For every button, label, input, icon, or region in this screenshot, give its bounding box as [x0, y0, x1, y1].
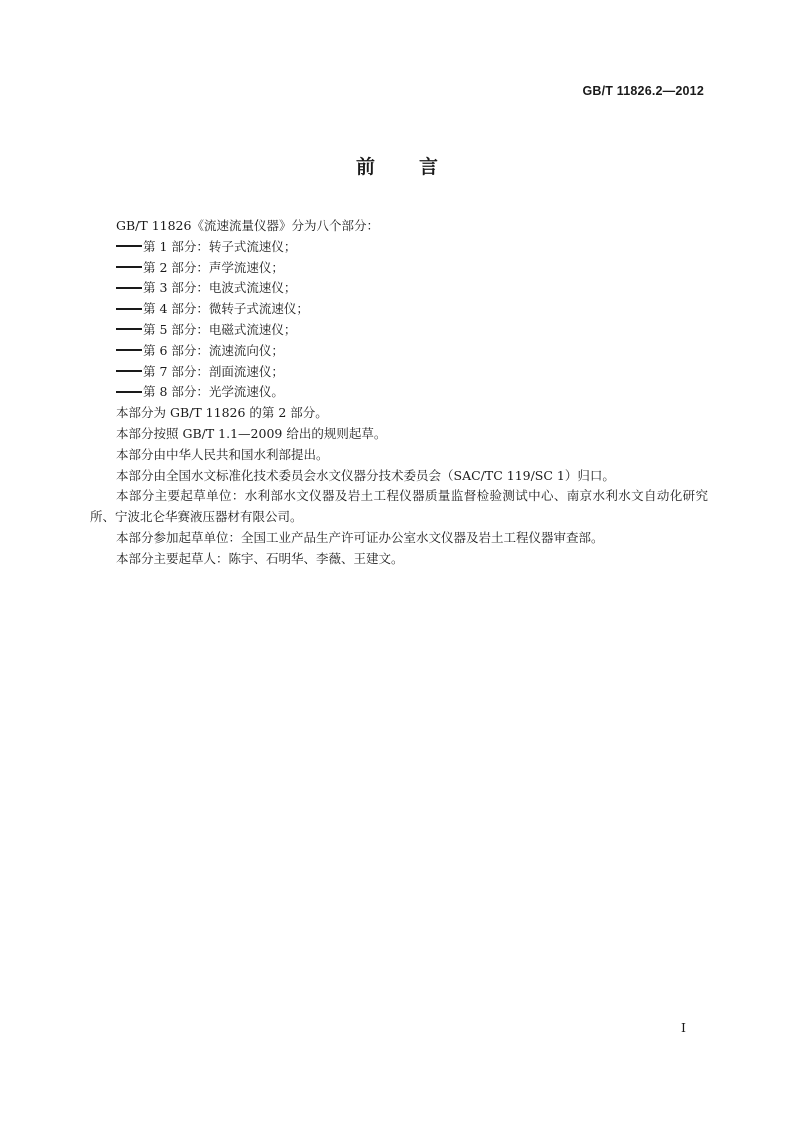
dash-marker: [116, 370, 142, 372]
parts-list: [90, 237, 708, 403]
page-title: 前言: [355, 156, 482, 178]
list-item: 第 8 部分：光学流速仪。: [90, 382, 708, 403]
paragraph-main-drafters: 本部分主要起草人：陈宇、石明华、李薇、王建文。: [116, 550, 404, 566]
paragraph-responsible-committee: 本部分由全国水文标准化技术委员会水文仪器分技术委员会（SAC/TC 119/SC 1）归口。: [116, 467, 615, 483]
intro-paragraph: GB/T 11826《流速流量仪器》分为八个部分：: [116, 218, 379, 233]
list-item: 第 3 部分：电波式流速仪；: [90, 278, 708, 299]
page-number: I: [681, 1020, 686, 1035]
paragraph-participating-units: 本部分参加起草单位：全国工业产品生产许可证办公室水文仪器及岩土工程仪器审查部。: [116, 529, 604, 545]
list-item: 第 2 部分：声学流速仪；: [90, 258, 708, 279]
paragraph-proposer: 本部分由中华人民共和国水利部提出。: [116, 446, 329, 462]
paragraph-main-drafting-units: 本部分主要起草单位：水利部水文仪器及岩土工程仪器质量监督检验测试中心、南京水利水文自动化研究所、宁波北仑华赛液压器材有限公司。: [90, 488, 708, 525]
dash-marker: [116, 391, 142, 393]
dash-marker: [116, 328, 142, 330]
list-item: 第 6 部分：流速流向仪；: [90, 341, 708, 362]
list-item: 第 5 部分：电磁式流速仪；: [90, 320, 708, 341]
dash-marker: [116, 308, 142, 310]
standard-number: GB/T 11826.2—2012: [582, 84, 704, 98]
document-body: [90, 216, 708, 570]
list-item: 第 4 部分：微转子式流速仪；: [90, 299, 708, 320]
list-item: 第 7 部分：剖面流速仪；: [90, 362, 708, 383]
paragraph-part-number: 本部分为 GB/T 11826 的第 2 部分。: [116, 405, 328, 421]
paragraph-drafting-rules: 本部分按照 GB/T 1.1—2009 给出的规则起草。: [116, 425, 387, 441]
dash-marker: [116, 245, 142, 247]
list-item: 第 1 部分：转子式流速仪；: [90, 237, 708, 258]
dash-marker: [116, 349, 142, 351]
dash-marker: [116, 287, 142, 289]
dash-marker: [116, 266, 142, 268]
